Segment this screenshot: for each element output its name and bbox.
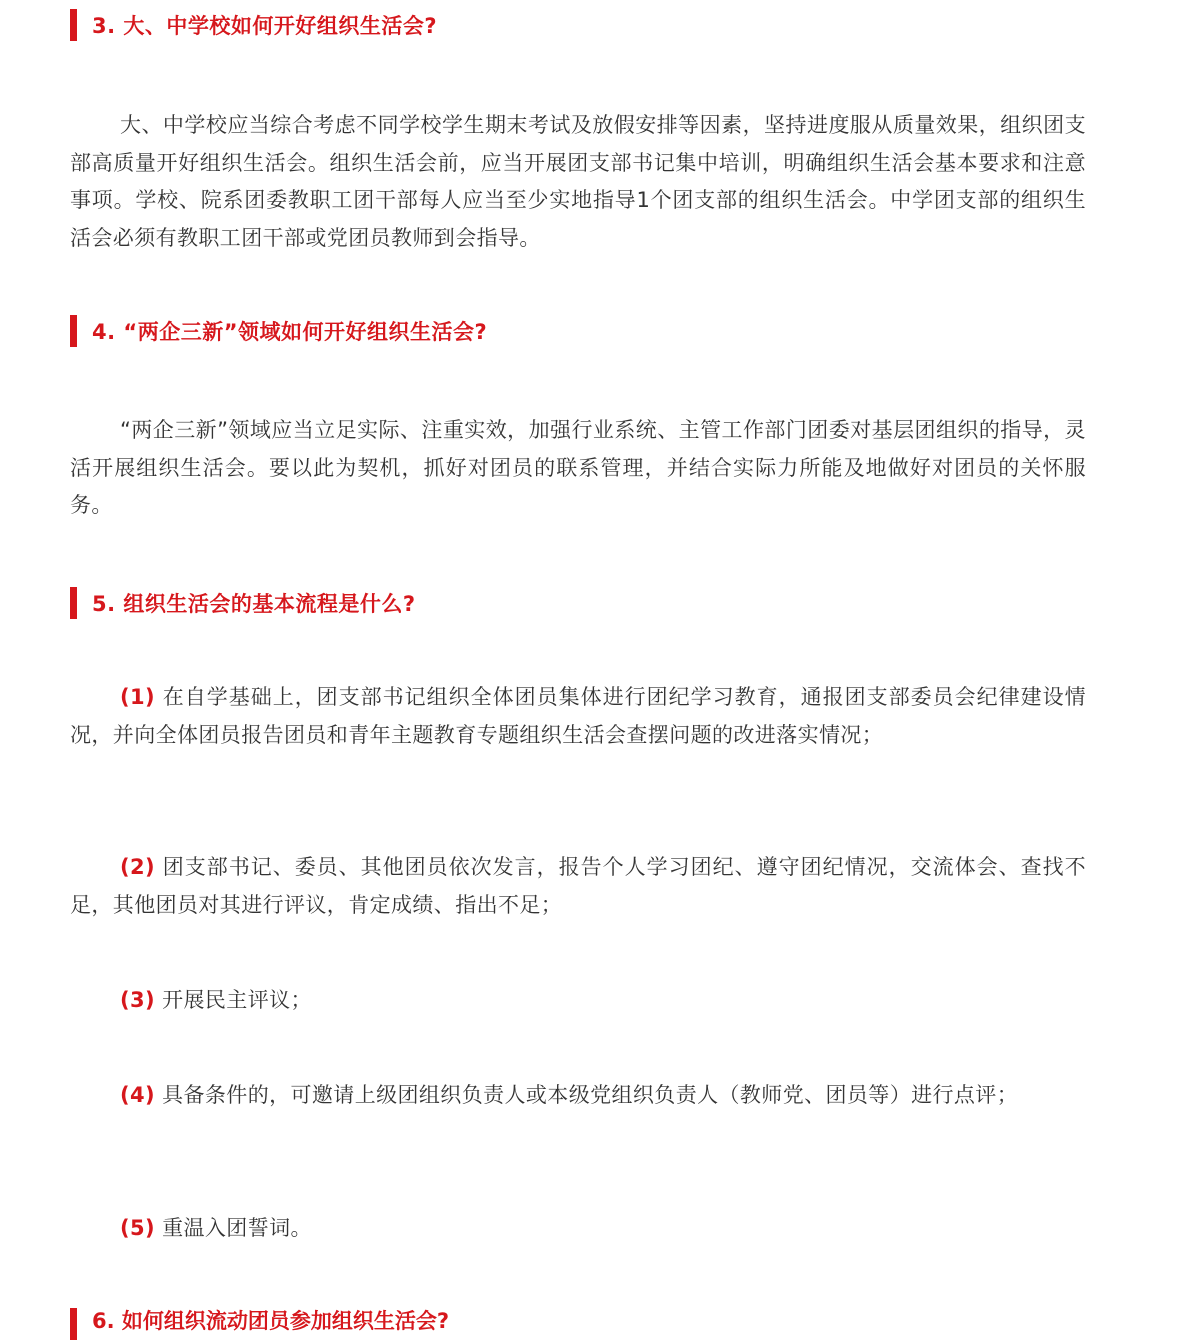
section-heading-6	[70, 1308, 450, 1333]
heading-text: 5. 组织生活会的基本流程是什么?	[92, 592, 416, 616]
heading-accent-bar	[70, 9, 77, 41]
section-heading-3	[70, 8, 437, 42]
step-item	[70, 1077, 1086, 1115]
step-text: 团支部书记、委员、其他团员依次发言，报告个人学习团纪、遵守团纪情况，交流体会、查找不足，其他团员对其进行评议，肯定成绩、指出不足；	[70, 855, 1087, 917]
paragraph: 大、中学校应当综合考虑不同学校学生期末考试及放假安排等因素，坚持进度服从质量效果，组织团支部高质量开好组织生活会。组织生活会前，应当开展团支部书记集中培训，明确组织生活会基本要求和注意事项。学校、院系团委教职工团干部每人应当至少实地指导1个团支部的组织生活会。中学团支部的组织生活会必须有教职工团干部或党团员教师到会指导。	[70, 113, 1086, 250]
heading-accent-bar	[70, 1308, 77, 1340]
step-number: (1)	[120, 685, 156, 709]
step-text: 具备条件的，可邀请上级团组织负责人或本级党组织负责人（教师党、团员等）进行点评；	[162, 1083, 1019, 1107]
heading-accent-bar	[70, 315, 77, 347]
step-number: (4)	[120, 1083, 156, 1107]
heading-text: 3. 大、中学校如何开好组织生活会?	[92, 14, 438, 38]
step-item	[70, 679, 1086, 754]
heading-text: 4. “两企三新”领域如何开好组织生活会?	[92, 320, 488, 344]
paragraph: “两企三新”领域应当立足实际、注重实效，加强行业系统、主管工作部门团委对基层团组织的指导，灵活开展组织生活会。要以此为契机，抓好对团员的联系管理，并结合实际力所能及地做好对团员的关怀服务。	[70, 418, 1086, 517]
heading-accent-bar	[70, 587, 77, 619]
heading-text: 6. 如何组织流动团员参加组织生活会?	[92, 1309, 450, 1333]
step-number: (2)	[120, 855, 156, 879]
step-item	[70, 982, 1086, 1020]
step-number: (3)	[120, 988, 156, 1012]
step-item	[70, 1210, 1086, 1248]
step-text: 开展民主评议；	[162, 988, 312, 1012]
section-heading-4	[70, 314, 487, 348]
step-text: 在自学基础上，团支部书记组织全体团员集体进行团纪学习教育，通报团支部委员会纪律建设情况，并向全体团员报告团员和青年主题教育专题组织生活会查摆问题的改进落实情况；	[70, 685, 1087, 747]
step-text: 重温入团誓词。	[162, 1216, 312, 1240]
step-item	[70, 849, 1086, 924]
section-heading-5	[70, 586, 416, 620]
step-number: (5)	[120, 1216, 156, 1240]
